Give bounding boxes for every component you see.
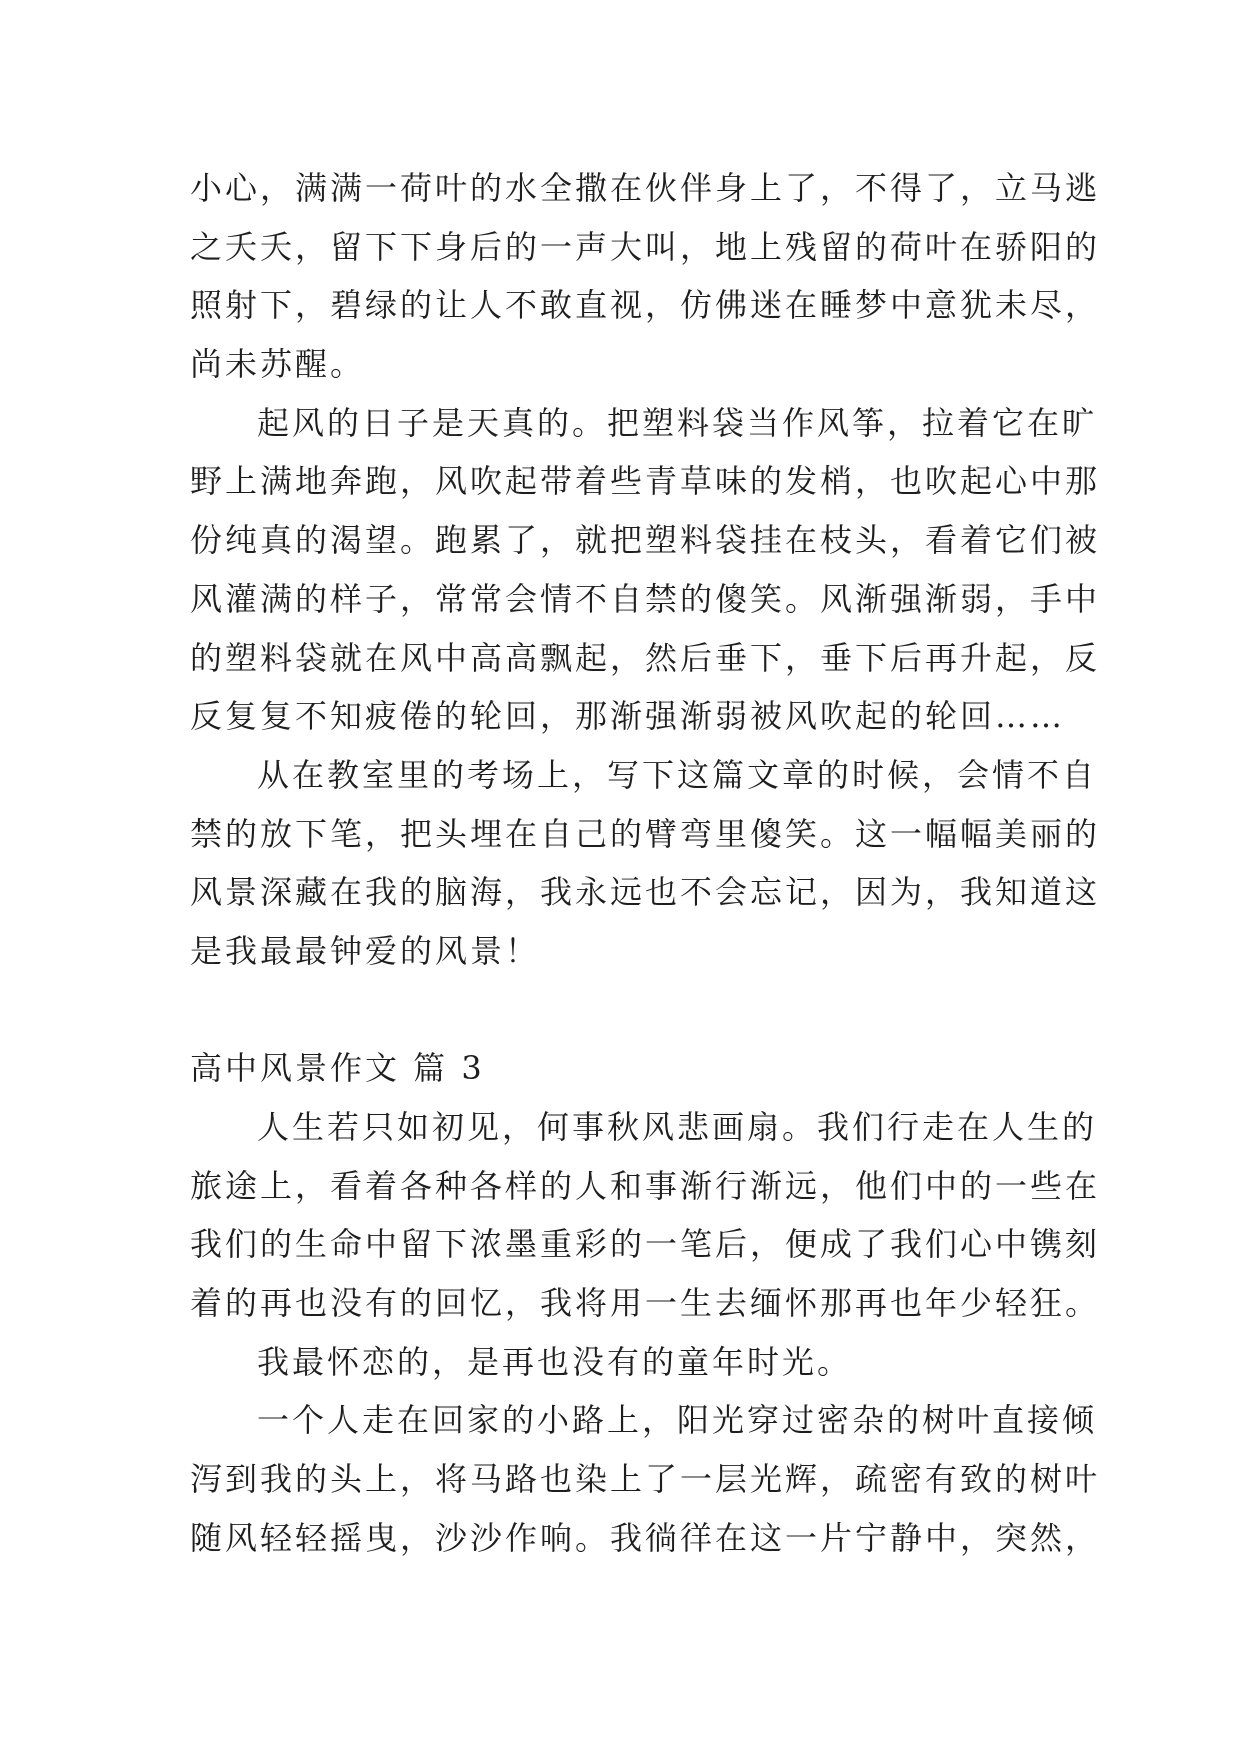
paragraph-start-line: 从在教室里的考场上，写下这篇文章的时候，会情不自	[257, 755, 1098, 794]
text-line: 是我最最钟爱的风景！	[190, 931, 541, 970]
paragraph-start-line: 我最怀恋的，是再也没有的童年时光。	[257, 1342, 853, 1381]
text-line: 泻到我的头上，将马路也染上了一层光辉，疏密有致的树叶	[190, 1460, 1101, 1499]
section-heading: 高中风景作文 篇 3	[190, 1049, 485, 1088]
text-line: 风景深藏在我的脑海，我永远也不会忘记，因为，我知道这	[190, 873, 1101, 912]
text-line: 风灌满的样子，常常会情不自禁的傻笑。风渐强渐弱，手中	[190, 579, 1101, 618]
text-line: 禁的放下笔，把头埋在自己的臂弯里傻笑。这一幅幅美丽的	[190, 814, 1101, 853]
text-line: 份纯真的渴望。跑累了，就把塑料袋挂在枝头，看着它们被	[190, 521, 1101, 560]
paragraph-start-line: 起风的日子是天真的。把塑料袋当作风筝，拉着它在旷	[257, 403, 1098, 442]
paragraph-start-line: 一个人走在回家的小路上，阳光穿过密杂的树叶直接倾	[257, 1401, 1098, 1440]
text-line: 之夭夭，留下下身后的一声大叫，地上残留的荷叶在骄阳的	[190, 227, 1101, 266]
text-line: 旅途上，看着各种各样的人和事渐行渐远，他们中的一些在	[190, 1166, 1101, 1205]
text-line: 随风轻轻摇曳，沙沙作响。我徜徉在这一片宁静中，突然，	[190, 1518, 1101, 1557]
paragraph-start-line: 人生若只如初见，何事秋风悲画扇。我们行走在人生的	[257, 1108, 1098, 1146]
section-gap	[190, 981, 1060, 1040]
text-line: 着的再也没有的回忆，我将用一生去缅怀那再也年少轻狂。	[190, 1284, 1101, 1323]
text-line: 尚未苏醒。	[190, 345, 366, 384]
text-line: 小心，满满一荷叶的水全撒在伙伴身上了，不得了，立马逃	[190, 169, 1101, 207]
text-line: 反复复不知疲倦的轮回，那渐强渐弱被风吹起的轮回……	[190, 697, 1066, 736]
text-line: 野上满地奔跑，风吹起带着些青草味的发梢，也吹起心中那	[190, 462, 1101, 501]
text-line: 的塑料袋就在风中高高飘起，然后垂下，垂下后再升起，反	[190, 638, 1101, 677]
document-body	[190, 159, 1101, 1568]
text-line: 我们的生命中留下浓墨重彩的一笔后，便成了我们心中镌刻	[190, 1225, 1101, 1264]
text-line: 照射下，碧绿的让人不敢直视，仿佛迷在睡梦中意犹未尽，	[190, 286, 1101, 325]
